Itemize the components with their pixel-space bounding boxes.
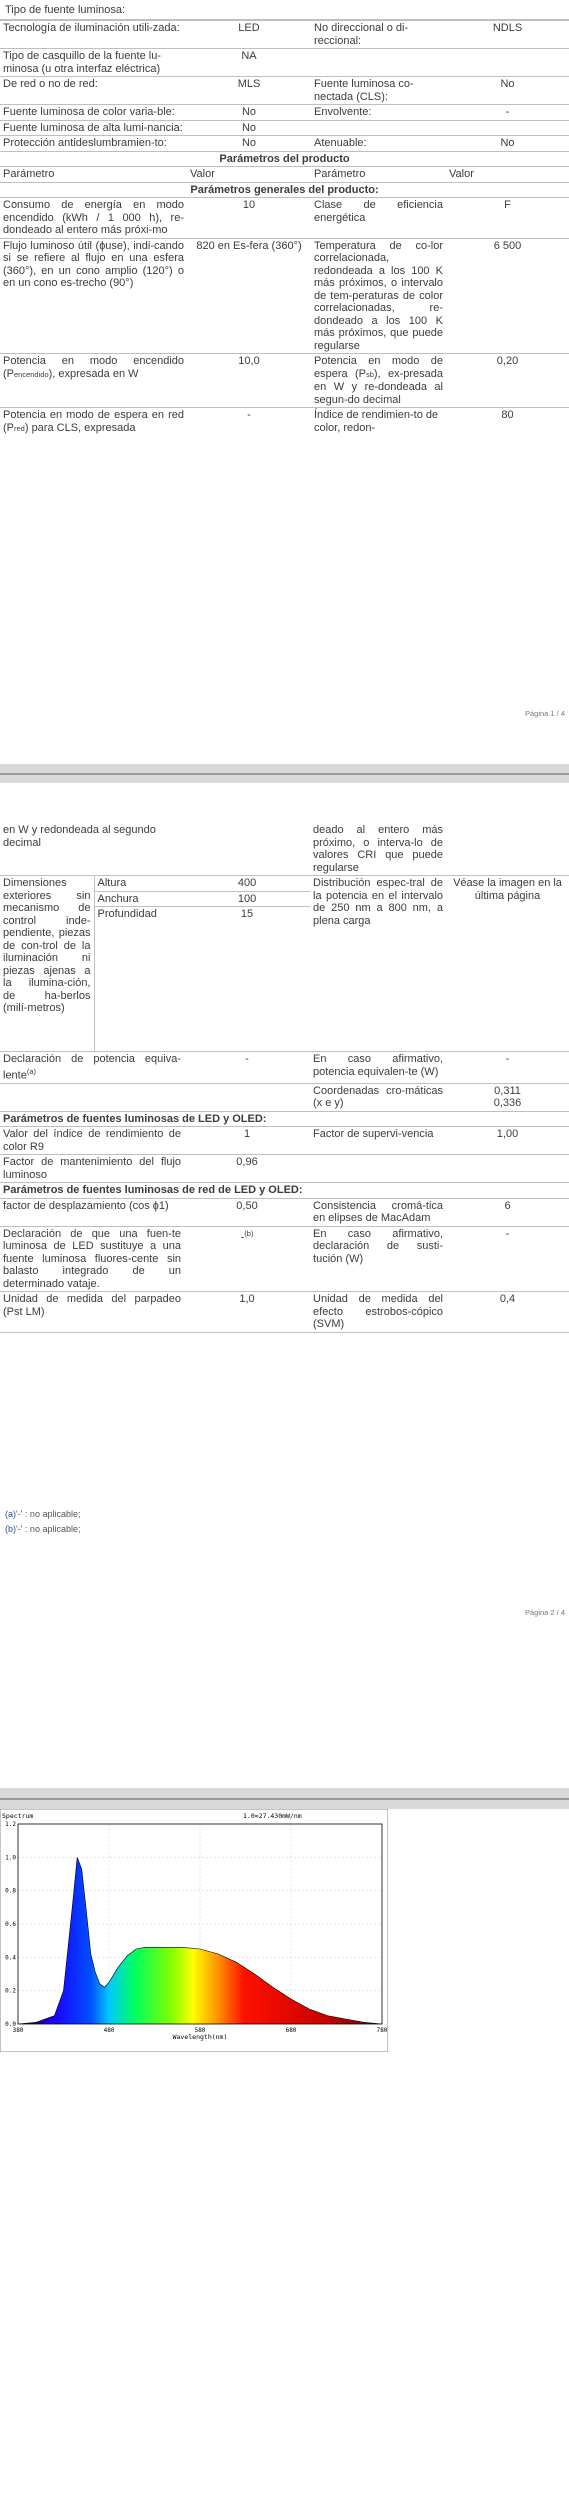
row-label: Protección antideslumbramien-to: bbox=[0, 136, 187, 152]
row-label: De red o no de red: bbox=[0, 77, 187, 105]
row-label: Potencia en modo de espera en red (Pred) para CLS, expresada bbox=[0, 408, 187, 437]
row-label: factor de desplazamiento (cos ɸ1) bbox=[0, 1198, 184, 1226]
row-label: Factor de mantenimiento del flujo luminoso bbox=[0, 1155, 184, 1183]
spectral-distribution-label: Distribución espec-tral de la potencia en el intervalo de 250 nm a 800 nm, a plena carga bbox=[310, 876, 446, 1052]
table-row bbox=[0, 105, 569, 121]
row-value: 10,0 bbox=[187, 354, 311, 408]
row-label: Índice de rendimien-to de color, redon- bbox=[311, 408, 446, 437]
table-row bbox=[0, 1083, 569, 1111]
chart-title: Spectrum bbox=[2, 1812, 34, 1820]
dimensions-label: Dimensiones exteriores sin mecanismo de control inde-pendiente, piezas de con-trol de la iluminación ni piezas ajenas a la ilumina-ción, de ha-berlos (milí-metros) bbox=[0, 876, 94, 1052]
y-tick-label: 0.6 bbox=[5, 1921, 16, 1928]
y-tick-label: 0.0 bbox=[5, 2021, 16, 2028]
row-label: deado al entero más próximo, o interva-lo de valores CRI que puede regularse bbox=[313, 824, 444, 874]
col-header-value: Valor bbox=[187, 167, 311, 183]
x-tick-label: 480 bbox=[103, 2027, 115, 2034]
y-tick-label: 0.4 bbox=[5, 1954, 16, 1962]
table-row bbox=[0, 1292, 569, 1333]
table-row bbox=[0, 1226, 569, 1292]
width-value: 100 bbox=[184, 891, 310, 907]
table-header-row bbox=[0, 167, 569, 183]
row-value: 0,50 bbox=[184, 1198, 310, 1226]
spectral-distribution-value: Véase la imagen en la última página bbox=[446, 876, 569, 1052]
row-value: 0,311 0,336 bbox=[446, 1083, 569, 1111]
section-general-params: Parámetros generales del producto: bbox=[0, 182, 569, 198]
row-label: Valor del índice de rendimiento de color R9 bbox=[0, 1127, 184, 1155]
row-label: Coordenadas cro-máticas (x e y) bbox=[310, 1083, 446, 1111]
row-value: F bbox=[446, 198, 569, 239]
row-value: 1,00 bbox=[446, 1127, 569, 1155]
height-value: 400 bbox=[184, 876, 310, 892]
row-value: 6 bbox=[446, 1198, 569, 1226]
row-label: No direccional o di-reccional: bbox=[311, 21, 446, 49]
table-row bbox=[0, 1052, 569, 1084]
section-mains-led-params: Parámetros de fuentes luminosas de red de LED y OLED: bbox=[0, 1183, 569, 1199]
light-source-type-title: Tipo de fuente luminosa: bbox=[5, 4, 126, 16]
page-gap bbox=[0, 1788, 569, 1809]
product-params-table bbox=[0, 823, 569, 1333]
row-value: 6 500 bbox=[446, 238, 569, 354]
footnote-a: (a)'-' : no aplicable; bbox=[5, 1509, 81, 1519]
row-value: 0,96 bbox=[184, 1155, 310, 1183]
row-label: Factor de supervi-vencia bbox=[310, 1127, 446, 1155]
x-axis-label: Wavelength(nm) bbox=[172, 2033, 228, 2041]
depth-label: Profundidad bbox=[97, 908, 157, 920]
x-tick-label: 380 bbox=[12, 2027, 24, 2034]
light-source-table bbox=[0, 20, 569, 436]
row-value: 0,4 bbox=[446, 1292, 569, 1333]
row-label: Unidad de medida del efecto estrobos-cópico (SVM) bbox=[310, 1292, 446, 1333]
row-value: - bbox=[446, 1052, 569, 1084]
row-value: - bbox=[187, 408, 311, 437]
row-label: en W y redondeada al segundo decimal bbox=[3, 824, 156, 849]
y-tick-label: 1.0 bbox=[5, 1854, 16, 1862]
y-tick-label: 1.2 bbox=[5, 1821, 16, 1828]
row-value: 1 bbox=[184, 1127, 310, 1155]
row-label: Potencia en modo de espera (Psb), ex-presada en W y re-dondeada al segun-do decimal bbox=[311, 354, 446, 408]
row-label: Fuente luminosa de color varia-ble: bbox=[0, 105, 187, 121]
page-number: Página 2 / 4 bbox=[524, 1608, 565, 1617]
table-row bbox=[0, 354, 569, 408]
footnote-b: (b)'-' : no aplicable; bbox=[5, 1524, 81, 1534]
row-label: Fuente luminosa co-nectada (CLS): bbox=[311, 77, 446, 105]
row-label: En caso afirmativo, potencia equivalen-te (W) bbox=[310, 1052, 446, 1084]
row-value: 820 en Es-fera (360°) bbox=[187, 238, 311, 354]
row-value: No bbox=[446, 136, 569, 152]
row-value: - bbox=[184, 1052, 310, 1084]
row-value: No bbox=[187, 120, 311, 136]
row-label: Consumo de energía en modo encendido (kWh / 1 000 h), re-dondeado al entero más próxi-mo bbox=[0, 198, 187, 239]
row-value: NA bbox=[187, 49, 311, 77]
col-header-param: Parámetro bbox=[0, 167, 187, 183]
width-label: Anchura bbox=[94, 891, 184, 907]
table-row bbox=[0, 136, 569, 152]
spectrum-chart bbox=[0, 1809, 388, 2052]
page-number: Página 1 / 4 bbox=[524, 709, 565, 718]
row-label: Declaración de que una fuen-te luminosa de LED sustituye a una fuente luminosa fluores-cente sin balasto integrado de un determinado vataje. bbox=[0, 1226, 184, 1292]
row-value: - bbox=[446, 1226, 569, 1292]
section-product-params: Parámetros del producto bbox=[0, 151, 569, 167]
table-row bbox=[0, 238, 569, 354]
row-label: Flujo luminoso útil (ɸuse), indi-cando si se refiere al flujo en una esfera (360°), en un cono amplio (120°) o en un cono es-trecho (90°) bbox=[0, 238, 187, 354]
page-gap bbox=[0, 764, 569, 783]
x-tick-label: 680 bbox=[285, 2027, 297, 2034]
row-value: No bbox=[187, 105, 311, 121]
row-value: NDLS bbox=[446, 21, 569, 49]
row-label: Clase de eficiencia energética bbox=[311, 198, 446, 239]
height-label: Altura bbox=[94, 876, 184, 892]
table-row bbox=[0, 1155, 569, 1183]
row-value: 1,0 bbox=[184, 1292, 310, 1333]
y-tick-label: 0.8 bbox=[5, 1887, 16, 1895]
row-label: Temperatura de co-lor correlacionada, redondeada a los 100 K más próximos, o intervalo de tem-peraturas de color correlacionadas, re-dondeado a los 100 K más próximos, que puede regularse bbox=[311, 238, 446, 354]
row-value: No bbox=[446, 77, 569, 105]
row-value: -$^{(b)}$ bbox=[184, 1226, 310, 1292]
row-value: MLS bbox=[187, 77, 311, 105]
row-value: No bbox=[187, 136, 311, 152]
page-2 bbox=[0, 783, 569, 1788]
row-value: 0,20 bbox=[446, 354, 569, 408]
row-label: Tipo de casquillo de la fuente lu-minosa (u otra interfaz eléctrica) bbox=[0, 49, 187, 77]
table-row bbox=[0, 198, 569, 239]
row-value: 80 bbox=[446, 408, 569, 437]
x-tick-label: 780 bbox=[376, 2027, 388, 2034]
row-label: En caso afirmativo, declaración de susti-tución (W) bbox=[310, 1226, 446, 1292]
table-row bbox=[0, 408, 569, 437]
page-1 bbox=[0, 0, 569, 764]
x-tick-label: 580 bbox=[194, 2027, 206, 2034]
row-value: 10 bbox=[187, 198, 311, 239]
page-3 bbox=[0, 1809, 569, 2510]
row-label: Envolvente: bbox=[311, 105, 446, 121]
row-label: Declaración de potencia equiva-lente$^{(a)}$ bbox=[0, 1052, 184, 1084]
row-label: Atenuable: bbox=[311, 136, 446, 152]
row-label: Unidad de medida del parpadeo (Pst LM) bbox=[0, 1292, 184, 1333]
row-label: Tecnología de iluminación utili-zada: bbox=[0, 21, 187, 49]
section-led-params: Parámetros de fuentes luminosas de LED y OLED: bbox=[0, 1111, 569, 1127]
col-header-param: Parámetro bbox=[311, 167, 446, 183]
depth-value: 15 bbox=[240, 908, 254, 920]
table-row bbox=[0, 49, 569, 77]
row-label: Consistencia cromá-tica en elipses de MacAdam bbox=[310, 1198, 446, 1226]
row-value: LED bbox=[187, 21, 311, 49]
col-header-value: Valor bbox=[446, 167, 569, 183]
chart-annotation: 1.0=27.430mW/nm bbox=[243, 1812, 302, 1820]
table-row bbox=[0, 120, 569, 136]
table-row bbox=[0, 876, 569, 892]
table-row bbox=[0, 77, 569, 105]
table-row bbox=[0, 823, 569, 876]
y-tick-label: 0.2 bbox=[5, 1987, 16, 1995]
row-label: Potencia en modo encendido (Pencendido), expresada en W bbox=[0, 354, 187, 408]
row-value: - bbox=[446, 105, 569, 121]
table-row bbox=[0, 1127, 569, 1155]
table-row bbox=[0, 1198, 569, 1226]
table-row bbox=[0, 21, 569, 49]
row-label: Fuente luminosa de alta lumi-nancia: bbox=[0, 120, 187, 136]
